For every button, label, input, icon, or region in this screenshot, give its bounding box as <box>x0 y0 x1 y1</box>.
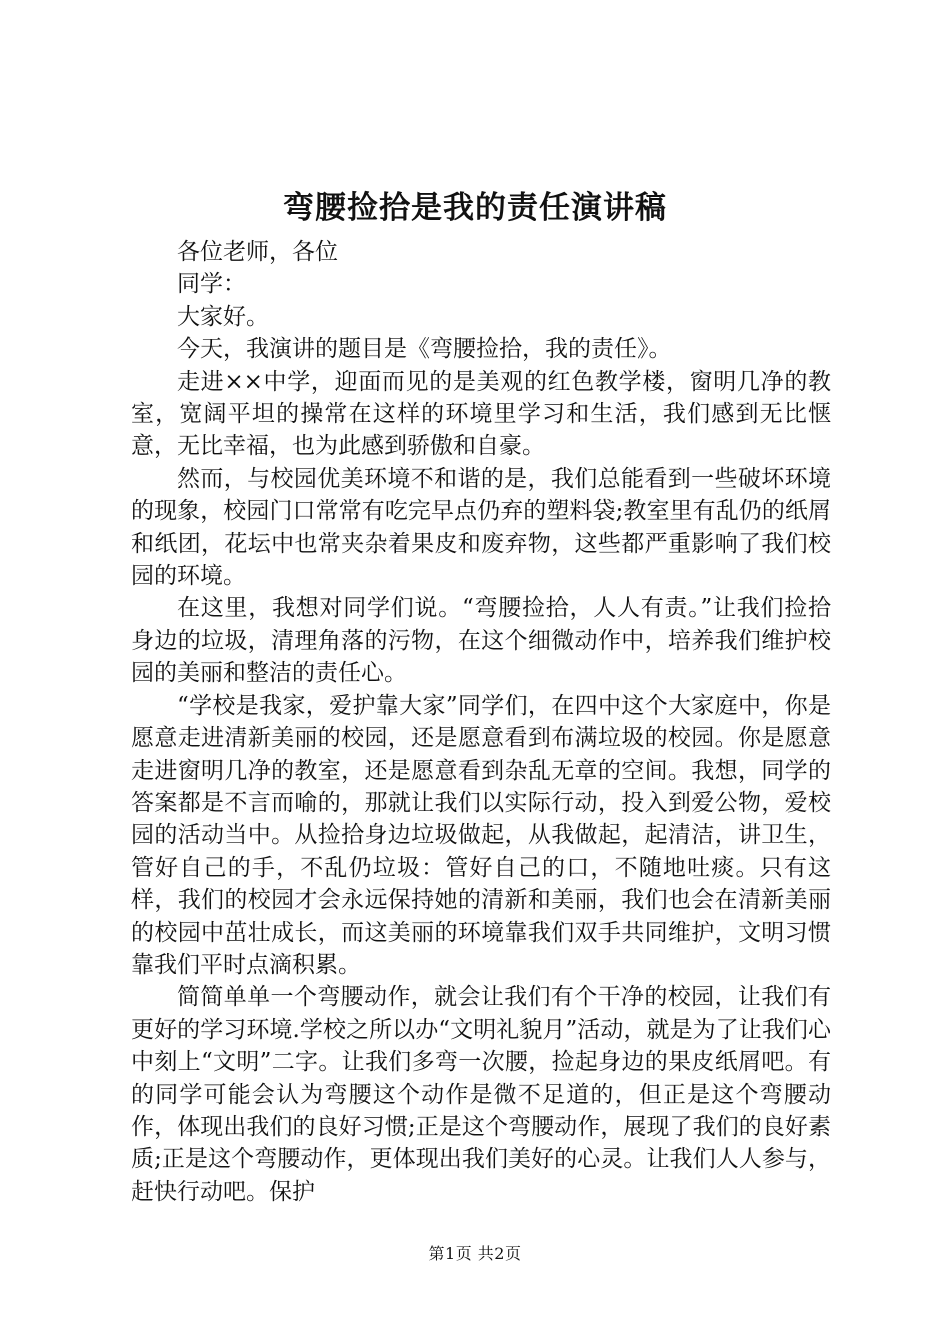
paragraph-body: 简简单单一个弯腰动作，就会让我们有个干净的校园，让我们有更好的学习环境.学校之所以办“文明礼貌月”活动，就是为了让我们心中刻上“文明”二字。让我们多弯一次腰，捡起身边的果皮纸屑吧。有的同学可能会认为弯腰这个动作是微不足道的，但正是这个弯腰动作，体现出我们的良好习惯;正是这个弯腰动作，展现了我们的良好素质;正是这个弯腰动作，更体现出我们美好的心灵。让我们人人参与，赶快行动吧。保护 <box>131 984 831 1205</box>
page-footer: 第1页 共2页 <box>428 1244 522 1263</box>
paragraph-body: 在这里，我想对同学们说。“弯腰捡拾，人人有责。”让我们捡拾身边的垃圾，清理角落的污物，在这个细微动作中，培养我们维护校园的美丽和整洁的责任心。 <box>131 595 831 687</box>
paragraph-body: 然而，与校园优美环境不和谐的是，我们总能看到一些破坏环境的现象，校园门口常常有吃完早点仍弃的塑料袋;教室里有乱仍的纸屑和纸团，花坛中也常夹杂着果皮和废弃物，这些都严重影响了我们校园的环境。 <box>131 465 831 590</box>
paragraph-body: 走进××中学，迎面而见的是美观的红色教学楼，窗明几净的教室，宽阔平坦的操常在这样的环境里学习和生活，我们感到无比惬意，无比幸福，也为此感到骄傲和自豪。 <box>131 368 831 460</box>
paragraph-greeting-3: 大家好。 <box>177 303 269 330</box>
paragraph-topic: 今天，我演讲的题目是《弯腰捡拾，我的责任》。 <box>177 336 672 363</box>
paragraph-greeting-2: 同学： <box>177 271 246 298</box>
document-body <box>131 236 831 1208</box>
document-title: 弯腰捡拾是我的责任演讲稿 <box>283 190 667 226</box>
paragraph-body: “学校是我家，爱护靠大家”同学们，在四中这个大家庭中，你是愿意走进清新美丽的校园，还是愿意看到布满垃圾的校园。你是愿意走进窗明几净的教室，还是愿意看到杂乱无章的空间。我想，同学的答案都是不言而喻的，那就让我们以实际行动，投入到爱公物，爱校园的活动当中。从捡拾身边垃圾做起，从我做起，起清洁，讲卫生，管好自己的手，不乱仍垃圾：管好自己的口，不随地吐痰。只有这样，我们的校园才会永远保持她的清新和美丽，我们也会在清新美丽的校园中茁壮成长，而这美丽的环境靠我们双手共同维护，文明习惯靠我们平时点滴积累。 <box>131 692 831 978</box>
paragraph-greeting-1: 各位老师，各位 <box>177 239 338 265</box>
